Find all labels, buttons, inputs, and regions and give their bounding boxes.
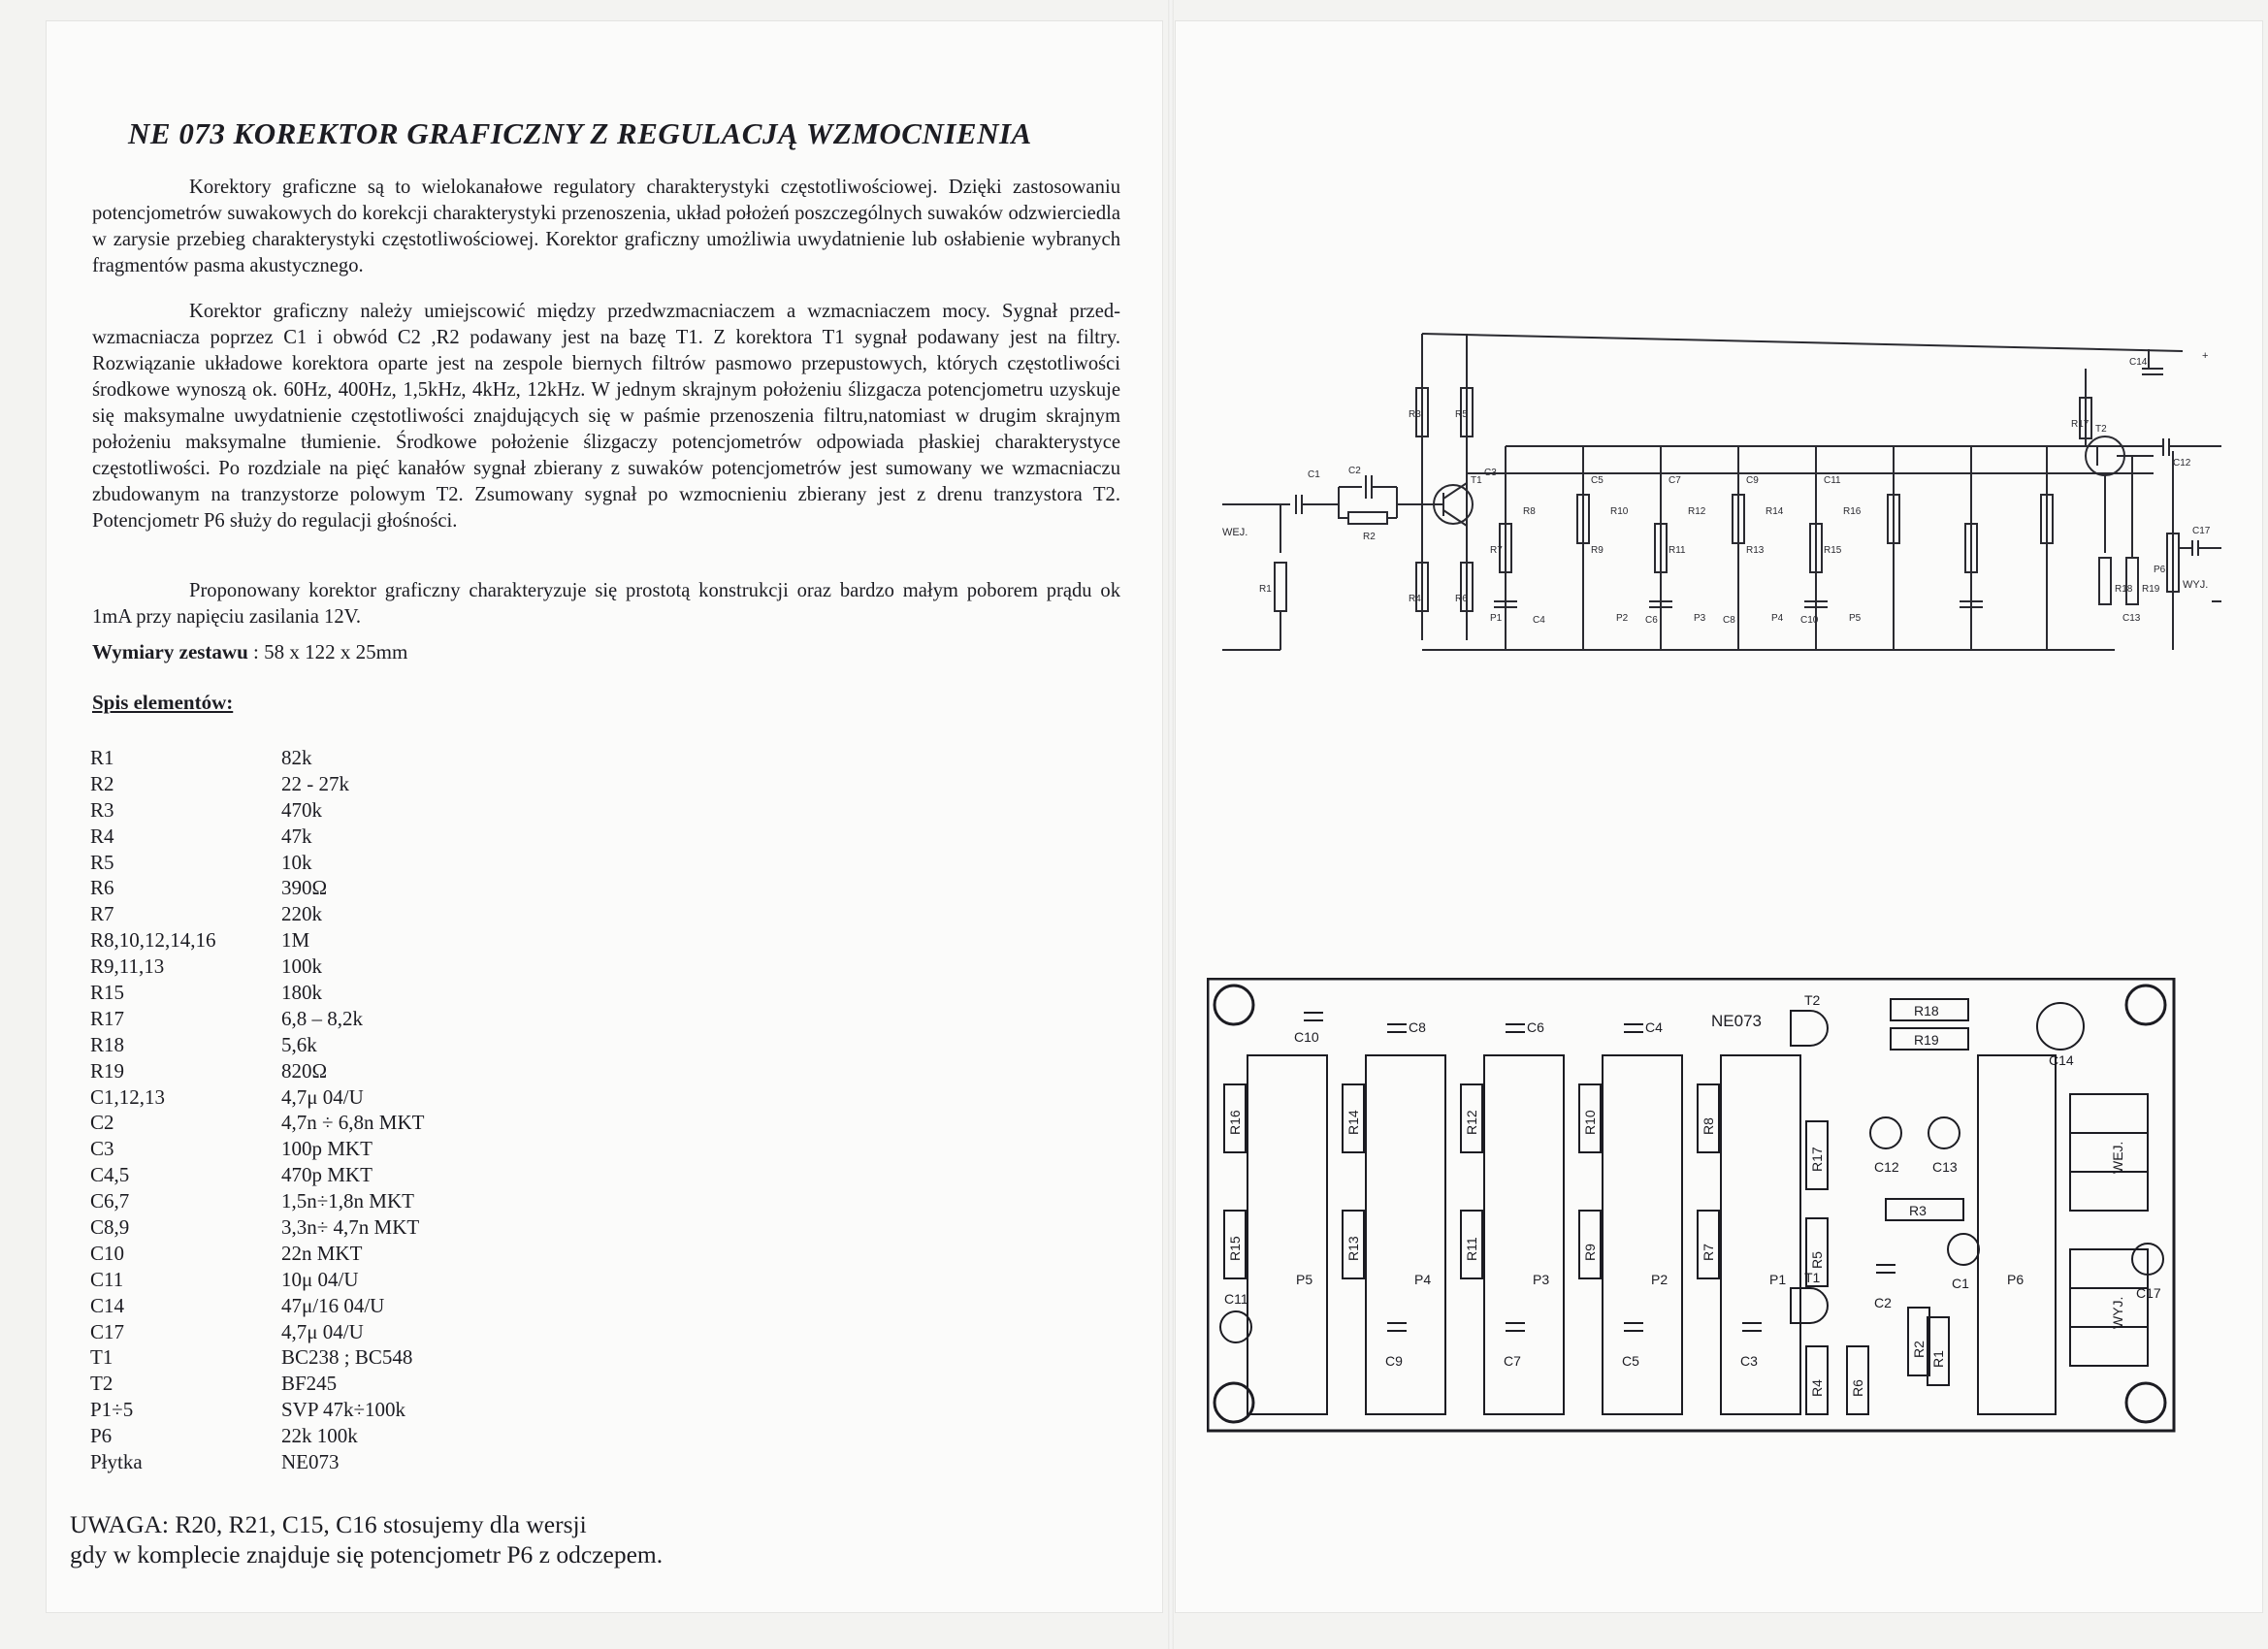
pcb-electrolytic-capacitor	[1948, 1234, 1979, 1265]
part-value: BF245	[281, 1372, 338, 1396]
parts-row	[90, 1058, 572, 1084]
parts-row	[90, 1397, 572, 1423]
schematic-label-r4: R4	[1409, 594, 1421, 604]
schematic-label-r10: R10	[1610, 506, 1629, 517]
part-ref: C10	[90, 1241, 125, 1265]
parts-row	[90, 927, 572, 954]
schematic-label-c3: C3	[1484, 468, 1497, 478]
parts-row	[90, 1006, 572, 1032]
part-ref: P6	[90, 1424, 113, 1448]
part-value: 3,3n÷ 4,7n MKT	[281, 1215, 420, 1240]
schematic-label-c17: C17	[2192, 526, 2211, 536]
pcb-resistor-label-r17: R17	[1809, 1147, 1825, 1172]
part-value: 22 - 27k	[281, 771, 349, 795]
schematic-label-r9: R9	[1591, 545, 1604, 556]
schematic-label-r17: R17	[2071, 419, 2090, 430]
part-ref: R7	[90, 902, 114, 926]
part-ref: C4,5	[90, 1163, 130, 1187]
part-value: 470k	[281, 797, 322, 822]
pcb-capacitor-label-c7: C7	[1504, 1353, 1521, 1369]
pcb-capacitor-label-c9: C9	[1385, 1353, 1403, 1369]
pcb-potentiometer	[1247, 1055, 1327, 1414]
schematic-label-c6: C6	[1645, 615, 1658, 626]
schematic-label-c12: C12	[2173, 458, 2191, 469]
part-value: 100k	[281, 954, 322, 979]
schematic-label-c10: C10	[1800, 615, 1819, 626]
part-value: 220k	[281, 902, 322, 926]
document-title: NE 073 KOREKTOR GRAFICZNY Z REGULACJĄ WZMOCNIENIA	[128, 116, 1032, 150]
schematic-label-r7: R7	[1490, 545, 1503, 556]
parts-row	[90, 1449, 572, 1475]
part-value: 22k 100k	[281, 1424, 358, 1448]
part-value: 4,7μ 04/U	[281, 1084, 364, 1109]
part-value: 10k	[281, 850, 312, 874]
pcb-resistor-label-r2: R2	[1911, 1341, 1927, 1358]
pcb-electrolytic-capacitor	[2037, 1003, 2084, 1050]
schematic-label-r5: R5	[1455, 409, 1468, 420]
schematic-supply-label: +	[2202, 350, 2209, 362]
part-value: 47k	[281, 824, 312, 848]
parts-row	[90, 1267, 572, 1293]
part-ref: C6,7	[90, 1189, 130, 1213]
parts-row	[90, 824, 572, 850]
pcb-potentiometer	[1721, 1055, 1800, 1414]
part-value: 390Ω	[281, 876, 328, 900]
schematic-input-label: WEJ.	[1222, 527, 1248, 538]
part-value: 6,8 – 8,2k	[281, 1006, 363, 1030]
pcb-connector	[2070, 1249, 2148, 1366]
parts-row	[90, 1084, 572, 1111]
part-ref: P1÷5	[90, 1398, 134, 1422]
parts-row	[90, 1241, 572, 1267]
part-value: 1,5n÷1,8n MKT	[281, 1189, 414, 1213]
schematic-label-r13: R13	[1746, 545, 1765, 556]
parts-row	[90, 850, 572, 876]
pcb-resistor-label-r15: R15	[1227, 1236, 1243, 1261]
pcb-resistor-label-r11: R11	[1464, 1237, 1479, 1261]
part-ref: C14	[90, 1293, 125, 1317]
pcb-pot-label-p1: P1	[1769, 1272, 1787, 1287]
pcb-capacitor-label-c5: C5	[1622, 1353, 1639, 1369]
schematic-label-r8: R8	[1523, 506, 1536, 517]
pcb-connector	[2070, 1094, 2148, 1211]
part-ref: R3	[90, 797, 114, 822]
schematic-label-r14: R14	[1766, 506, 1784, 517]
pcb-resistor-label-r12: R12	[1464, 1110, 1479, 1135]
part-value: 82k	[281, 746, 312, 769]
part-ref: R1	[90, 746, 114, 769]
part-value: BC238 ; BC548	[281, 1345, 413, 1370]
schematic-label-c9: C9	[1746, 475, 1759, 486]
pcb-pot-label-p4: P4	[1414, 1272, 1432, 1287]
pcb-capacitor-label-c17: C17	[2136, 1285, 2161, 1301]
pcb-transistor-label-t2: T2	[1804, 992, 1821, 1008]
part-ref: R5	[90, 850, 114, 874]
part-ref: C2	[90, 1111, 114, 1135]
part-ref: R9,11,13	[90, 954, 165, 979]
parts-row	[90, 797, 572, 824]
schematic-label-r11: R11	[1669, 545, 1686, 556]
pcb-capacitor-label-c4: C4	[1645, 1019, 1663, 1035]
parts-row	[90, 1032, 572, 1058]
part-value: 4,7n ÷ 6,8n MKT	[281, 1111, 425, 1135]
pcb-pot-label-p3: P3	[1533, 1272, 1550, 1287]
parts-row	[90, 1293, 572, 1319]
parts-row	[90, 1188, 572, 1214]
part-value: 47μ/16 04/U	[281, 1293, 385, 1317]
pcb-capacitor-label-c1: C1	[1952, 1276, 1969, 1291]
schematic-label-c4: C4	[1533, 615, 1545, 626]
parts-list-title: Spis elementów:	[92, 691, 234, 714]
intro-paragraph: Korektory graficzne są to wielokanałowe regulatory charakterystyki częstotliwościowej. Dzięki zastosowaniu potencjometrów suwakowych do korekcji charakterystyki przenoszenia, układ położeń poszczególnych suwaków odzwierciedla w zarysie przebieg charakterystyki częstotliwościowej. Korektor graficzny umożliwia uwydatnienie lub osłabienie wybranych fragmentów pasma akustycznego.	[92, 177, 1120, 276]
pcb-resistor-label-r16: R16	[1227, 1110, 1243, 1135]
parts-row	[90, 1319, 572, 1345]
pcb-connector-label: WEJ.	[2110, 1141, 2125, 1174]
part-ref: R4	[90, 824, 114, 848]
schematic-label-r15: R15	[1824, 545, 1842, 556]
pcb-transistor	[1791, 1288, 1828, 1323]
schematic-label-r19: R19	[2142, 584, 2160, 595]
parts-row	[90, 1371, 572, 1397]
pcb-potentiometer	[1366, 1055, 1445, 1414]
pcb-capacitor-label-c11: C11	[1224, 1291, 1248, 1307]
pcb-resistor-label-r6: R6	[1850, 1379, 1865, 1397]
part-ref: R8,10,12,14,16	[90, 928, 216, 953]
note-line: UWAGA: R20, R21, C15, C16 stosujemy dla wersji	[70, 1510, 587, 1538]
pcb-capacitor-label-c2: C2	[1874, 1295, 1892, 1310]
parts-list	[90, 745, 572, 1475]
pcb-electrolytic-capacitor	[1928, 1117, 1960, 1148]
parts-row	[90, 1214, 572, 1241]
schematic-label-r16: R16	[1843, 506, 1862, 517]
schematic-label-c2: C2	[1348, 466, 1361, 476]
pcb-resistor-label-r8: R8	[1701, 1117, 1716, 1135]
parts-row	[90, 1423, 572, 1449]
part-ref: R2	[90, 771, 114, 795]
part-value: 470p MKT	[281, 1163, 373, 1187]
schematic-label-r1: R1	[1259, 584, 1272, 595]
dimensions-line	[92, 640, 407, 664]
pcb-potentiometer	[1603, 1055, 1682, 1414]
part-value: 820Ω	[281, 1058, 328, 1083]
pcb-resistor-label-r13: R13	[1345, 1236, 1361, 1261]
schematic-label-c13: C13	[2122, 613, 2141, 624]
parts-row	[90, 1162, 572, 1188]
pcb-electrolytic-capacitor	[1870, 1117, 1901, 1148]
part-value: SVP 47k÷100k	[281, 1398, 406, 1422]
part-value: 5,6k	[281, 1032, 317, 1056]
part-ref: R15	[90, 981, 125, 1005]
schematic-label-r6: R6	[1455, 594, 1468, 604]
parts-row	[90, 901, 572, 927]
part-value: 180k	[281, 981, 322, 1005]
pcb-transistor	[1791, 1011, 1828, 1046]
pcb-capacitor-label-c13: C13	[1932, 1159, 1958, 1175]
pcb-capacitor-label-c10: C10	[1294, 1029, 1319, 1045]
parts-row	[90, 980, 572, 1006]
pcb-connector-label: WYJ.	[2110, 1296, 2125, 1329]
dimensions-value: : 58 x 122 x 25mm	[253, 640, 408, 663]
schematic-label-c7: C7	[1669, 475, 1681, 486]
pcb-capacitor-label-c6: C6	[1527, 1019, 1544, 1035]
schematic-label-p1: P1	[1490, 613, 1503, 624]
schematic-label-r3: R3	[1409, 409, 1421, 420]
parts-row	[90, 875, 572, 901]
summary-paragraph: Proponowany korektor graficzny charakteryzuje się prostotą konstrukcji oraz bardzo małym poborem prądu ok 1mA przy napięciu zasilania 12V.	[92, 580, 1120, 628]
schematic-label-c5: C5	[1591, 475, 1604, 486]
pcb-pot-label-p2: P2	[1651, 1272, 1669, 1287]
parts-row	[90, 771, 572, 797]
schematic-label-r18: R18	[2115, 584, 2133, 595]
part-value: 1M	[281, 928, 310, 953]
pcb-resistor-label-r19: R19	[1914, 1032, 1939, 1048]
part-ref: T1	[90, 1345, 113, 1370]
schematic-label-p6: P6	[2154, 565, 2166, 575]
pcb-potentiometer	[1978, 1055, 2056, 1414]
pcb-capacitor-label-c14: C14	[2049, 1052, 2074, 1068]
pcb-resistor-label-r1: R1	[1930, 1350, 1946, 1368]
mount-hole-icon	[1215, 986, 1253, 1024]
pcb-resistor-label-r3: R3	[1909, 1203, 1927, 1218]
part-ref: R18	[90, 1032, 125, 1056]
pcb-resistor-label-r14: R14	[1345, 1110, 1361, 1135]
schematic-label-p5: P5	[1849, 613, 1862, 624]
part-value: 4,7μ 04/U	[281, 1319, 364, 1343]
schematic-label-c1: C1	[1308, 469, 1320, 480]
schematic-label-r12: R12	[1688, 506, 1706, 517]
part-ref: C8,9	[90, 1215, 130, 1240]
part-value: 100p MKT	[281, 1137, 373, 1161]
schematic-label-p2: P2	[1616, 613, 1629, 624]
circuit-schematic	[1193, 310, 2221, 679]
page-fold	[1168, 0, 1174, 1649]
dimensions-label: Wymiary zestawu	[92, 640, 248, 663]
schematic-label-p3: P3	[1694, 613, 1706, 624]
part-ref: R19	[90, 1058, 125, 1083]
part-ref: C11	[90, 1267, 124, 1291]
pcb-potentiometer	[1484, 1055, 1564, 1414]
schematic-label-t2: T2	[2095, 424, 2107, 435]
part-ref: T2	[90, 1372, 113, 1396]
pcb-capacitor-label-c3: C3	[1740, 1353, 1758, 1369]
part-ref: R6	[90, 876, 114, 900]
parts-row	[90, 1344, 572, 1371]
schematic-label-r2: R2	[1363, 532, 1376, 542]
part-ref: C3	[90, 1137, 114, 1161]
note-line: gdy w komplecie znajduje się potencjometr P6 z odczepem.	[70, 1540, 664, 1568]
pcb-capacitor-label-c12: C12	[1874, 1159, 1899, 1175]
pcb-capacitor-label-c8: C8	[1409, 1019, 1426, 1035]
pcb-layout	[1207, 978, 2177, 1434]
part-value: 22n MKT	[281, 1241, 363, 1265]
pcb-resistor-label-r4: R4	[1809, 1379, 1825, 1397]
part-ref: Płytka	[90, 1450, 143, 1474]
pcb-board-name: NE073	[1711, 1012, 1762, 1030]
schematic-label-t1: T1	[1471, 475, 1482, 486]
pcb-resistor-label-r9: R9	[1582, 1244, 1598, 1261]
part-ref: C1,12,13	[90, 1084, 166, 1109]
pcb-pot-label-p6: P6	[2007, 1272, 2025, 1287]
schematic-label-c8: C8	[1723, 615, 1735, 626]
schematic-label-c14: C14	[2129, 357, 2148, 368]
schematic-label-c11: C11	[1824, 475, 1841, 486]
pcb-pot-label-p5: P5	[1296, 1272, 1313, 1287]
schematic-label-p4: P4	[1771, 613, 1784, 624]
part-value: NE073	[281, 1450, 340, 1474]
pcb-resistor-label-r5: R5	[1809, 1251, 1825, 1269]
part-ref: R17	[90, 1006, 125, 1030]
pcb-resistor-label-r7: R7	[1701, 1244, 1716, 1261]
pcb-transistor-label-t1: T1	[1804, 1270, 1821, 1285]
mount-hole-icon	[2126, 1383, 2165, 1422]
parts-row	[90, 1136, 572, 1162]
description-paragraph: Korektor graficzny należy umiejscowić między przedwzmacniaczem a wzmacniaczem mocy. Sygnał przed-wzmacniacza poprzez C1 i obwód C2 ,R2 podawany jest na bazę T1. Z korektora T1 sygnał podawany jest na filtry. Rozwiązanie układowe korektora oparte jest na zespole biernych filtrów pasmowo przepustowych, których częstotliwości środkowe wynoszą ok. 60Hz, 400Hz, 1,5kHz, 4kHz, 12kHz. W jednym skrajnym położeniu ślizgacza potencjometru uzyskuje się maksymalne uwydatnienie częstotliwości znajdujących się w paśmie przenoszenia filtru,natomiast w drugim skrajnym położeniu maksymalne tłumienie. Środkowe położenie ślizgaczy potencjometrów odpowiada płaskiej charakterystyce częstotliwości. Po rozdziale na pięć kanałów sygnał zbierany z suwaków potencjometrów jest sumowany we wzmacniaczu zbudowanym na tranzystorze polowym T2. Zsumowany sygnał po wzmocnieniu zbierany jest z drenu tranzystora T2. Potencjometr P6 służy do regulacji głośności.	[92, 301, 1120, 532]
parts-row	[90, 745, 572, 771]
parts-row	[90, 1110, 572, 1136]
mount-hole-icon	[2126, 986, 2165, 1024]
part-ref: C17	[90, 1319, 125, 1343]
parts-row	[90, 954, 572, 980]
part-value: 10μ 04/U	[281, 1267, 359, 1291]
pcb-resistor-label-r10: R10	[1582, 1110, 1598, 1135]
schematic-output-label: WYJ.	[2183, 579, 2209, 591]
pcb-resistor-label-r18: R18	[1914, 1003, 1939, 1018]
note	[70, 1509, 663, 1569]
